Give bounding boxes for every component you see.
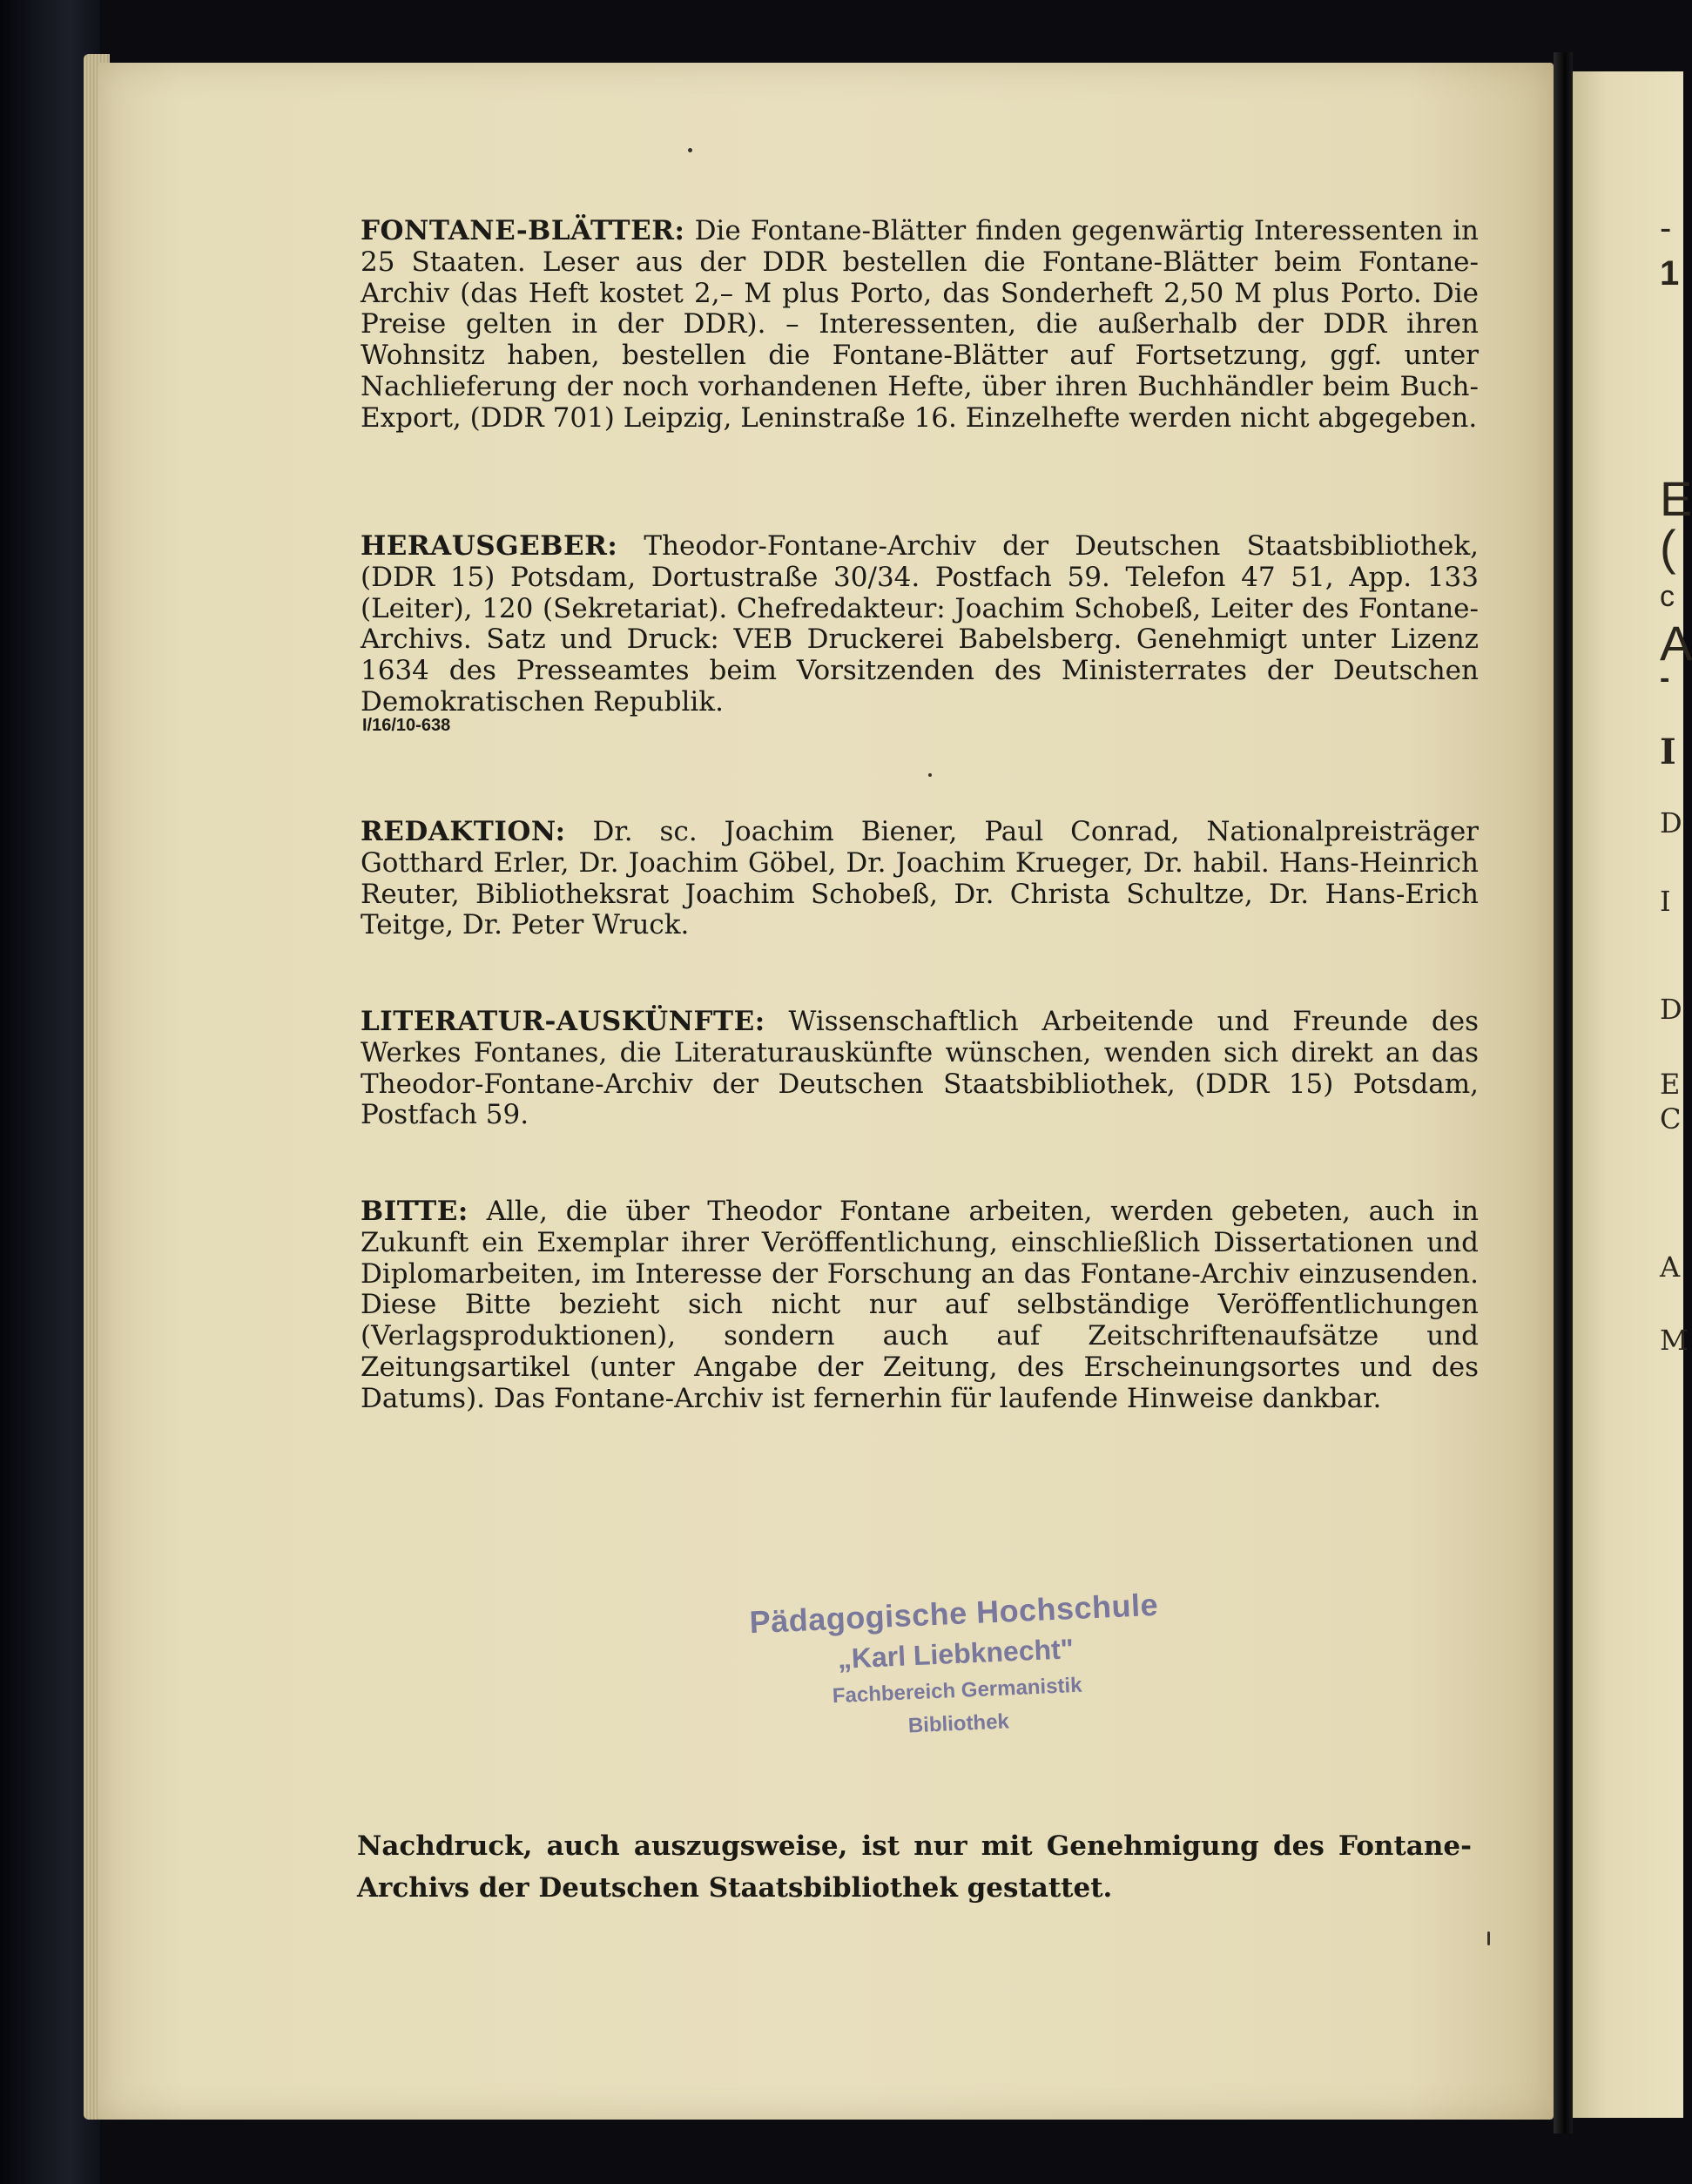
next-page-fragment: M (1660, 1324, 1689, 1357)
section-heading: HERAUSGEBER: (361, 530, 618, 562)
paper-speck (688, 148, 692, 152)
paper-speck (928, 773, 932, 777)
license-code: I/16/10-638 (362, 716, 451, 735)
section-heading: REDAKTION: (361, 816, 566, 847)
next-page-fragment: I (1660, 731, 1676, 772)
section-herausgeber (361, 531, 1479, 718)
section-heading: BITTE: (361, 1196, 469, 1227)
next-page-fragment: C (1660, 1102, 1682, 1136)
section-heading: FONTANE-BLÄTTER: (361, 215, 685, 246)
reprint-notice: Nachdruck, auch auszugsweise, ist nur mit Genehmigung des Fontane-Archivs der Deutschen Staatsbibliothek gestattet. (357, 1830, 1472, 1904)
section-bitte (361, 1196, 1479, 1415)
next-page-fragment: E (1660, 471, 1692, 526)
section-text: Wissenschaftlich Arbeitende und Freunde des Werkes Fontanes, die Literaturauskünfte wünschen, wenden sich direkt an das Theodor-Fontane-Archiv der Deutschen Staatsbibliothek, (DDR 15) Potsdam, Postfach 59. (361, 1006, 1479, 1131)
next-page-fragment: c (1660, 580, 1675, 613)
section-text: Theodor-Fontane-Archiv der Deutschen Staatsbibliothek, (DDR 15) Potsdam, Dortustraße 30/34. Postfach 59. Telefon 47 51, App. 133 (Leiter), 120 (Sekretariat). Chefredakteur: Joachim Schobeß, Leiter des Fontane-Archivs. Satz und Druck: VEB Druckerei Babelsberg. Genehmigt unter Lizenz 1634 des Presseamtes beim Vorsitzenden des Ministerrates der Deutschen Demokratischen Republik. (361, 530, 1479, 718)
library-stamp (710, 1583, 1203, 1750)
book-gutter (1554, 52, 1573, 2133)
section-text: Die Fontane-Blätter finden gegenwärtig Interessenten in 25 Staaten. Leser aus der DDR bestellen die Fontane-Blätter beim Fontane-Archiv (das Heft kostet 2,– M plus Porto, das Sonderheft 2,50 M plus Porto. Die Preise gelten in der DDR). – Interessenten, die außerhalb der DDR ihren Wohnsitz haben, bestellen die Fontane-Blätter auf Fortsetzung, ggf. unter Nachlieferung der noch vorhandenen Hefte, über ihren Buchhändler beim Buch-Export, (DDR 701) Leipzig, Leninstraße 16. Einzelhefte werden nicht abgegeben. (361, 215, 1479, 434)
stamp-line: Bibliothek (907, 1709, 1010, 1738)
next-page-fragment: E (1660, 1068, 1681, 1101)
next-page-fragment: D (1660, 993, 1682, 1026)
next-page-fragment: - (1660, 662, 1670, 695)
next-page-fragment: I (1660, 885, 1671, 918)
next-page-fragment: 1 (1660, 254, 1680, 293)
section-fontane-blaetter (361, 216, 1479, 435)
next-page-fragment: ( (1660, 520, 1676, 575)
next-page-fragment: A (1660, 616, 1692, 671)
next-page-fragment: D (1660, 806, 1682, 839)
section-literatur-auskuenfte (361, 1007, 1479, 1131)
section-text: Alle, die über Theodor Fontane arbeiten, werden gebeten, auch in Zukunft ein Exemplar ihrer Veröffentlichung, einschließlich Dissertationen und Diplomarbeiten, im Interesse der Forschung an das Fontane-Archiv einzusenden. Diese Bitte bezieht sich nicht nur auf selbständige Veröffentlichungen (Verlagsproduktionen), sondern auch auf Zeitschriftenaufsätze und Zeitungsartikel (unter Angabe der Zeitung, des Erscheinungsortes und des Datums). Das Fontane-Archiv ist fernerhin für laufende Hinweise dankbar. (361, 1196, 1479, 1414)
stamp-line: Pädagogische Hochschule (748, 1586, 1159, 1641)
next-page-fragment: - (1660, 209, 1672, 247)
section-text: Dr. sc. Joachim Biener, Paul Conrad, Nationalpreisträger Gotthard Erler, Dr. Joachim Göbel, Dr. Joachim Krueger, Dr. habil. Hans-Heinrich Reuter, Bibliotheksrat Joachim Schobeß, Dr. Christa Schultze, Dr. Hans-Erich Teitge, Dr. Peter Wruck. (361, 816, 1479, 941)
section-redaktion (361, 817, 1479, 941)
stamp-line: „Karl Liebknecht" (837, 1633, 1075, 1675)
paper-speck (1487, 1931, 1490, 1945)
section-heading: LITERATUR-AUSKÜNFTE: (361, 1006, 765, 1037)
next-page-fragment: A (1660, 1250, 1681, 1284)
stamp-line: Fachbereich Germanistik (832, 1673, 1083, 1709)
